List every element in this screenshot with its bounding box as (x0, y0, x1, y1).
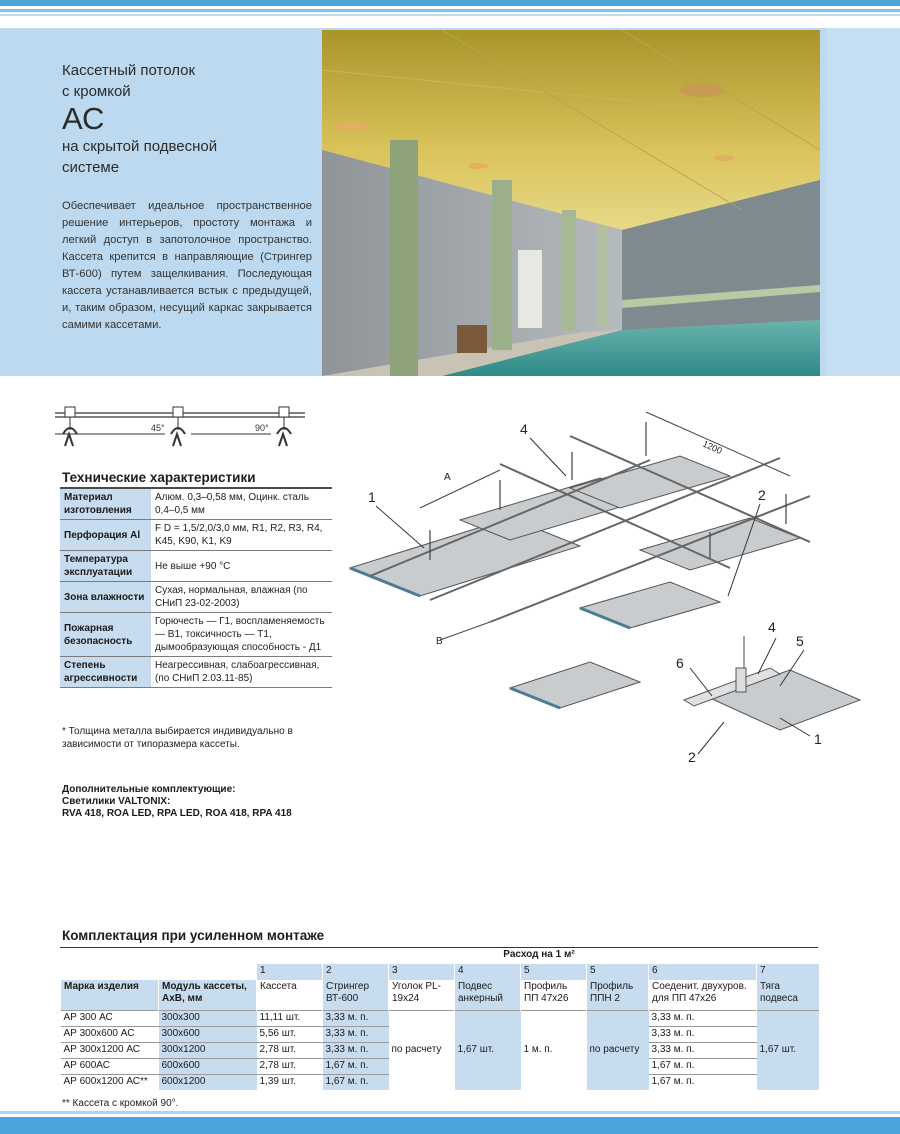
product-description: Обеспечивает идеальное пространственное решение интерьеров, простоту монтажа и легкий доступ в запотолочное пространство. Кассета крепится в направляющие (Стрингер ВТ-600) путем защелкивания. Последующая кассета устанавливается встык с предыдущей, и, таким образом, несущий каркас закрывается самими кассетами. (62, 200, 312, 331)
col-number: 5 (587, 964, 649, 980)
spec-value: Горючесть — Г1, воспламеняемость — В1, токсичность — Т1, дымообразующая способность - Д1 (151, 613, 332, 657)
dimension-a: A (444, 472, 451, 483)
cell-cassette: 2,78 шт. (257, 1042, 323, 1058)
spec-row (60, 488, 332, 520)
col-header: Соеденит. двухуров. для ПП 47х26 (649, 980, 757, 1010)
cell-stringer: 1,67 м. п. (323, 1058, 389, 1074)
connector-detail (676, 619, 860, 765)
cell-module: 300х1200 (159, 1042, 257, 1058)
col-number: 3 (389, 964, 455, 980)
callout-4: 4 (520, 421, 528, 437)
bottom-stripe-light (0, 1111, 900, 1114)
title-line-4: системе (62, 159, 120, 176)
col-header: Марка изделия (61, 980, 159, 1010)
bom-table (60, 964, 819, 1090)
col-header: Модуль кассеты, АхВ, мм (159, 980, 257, 1010)
bottom-stripe-dark (0, 1117, 900, 1134)
col-number: 1 (257, 964, 323, 980)
assembly-drawing (340, 400, 900, 775)
spec-value: Не выше +90 °С (151, 551, 332, 582)
title-line-3: на скрытой подвесной (62, 138, 218, 155)
cell-stringer: 3,33 м. п. (323, 1010, 389, 1026)
cell-connector: 3,33 м. п. (649, 1042, 757, 1058)
cell-cassette: 5,56 шт. (257, 1026, 323, 1042)
bom-header-row (61, 980, 819, 1010)
ceiling-panel (640, 518, 800, 570)
bom-divider (60, 947, 818, 948)
bom-consumption-label: Расход на 1 м² (503, 949, 575, 960)
title-line-2: с кромкой (62, 83, 131, 100)
detail-callout-4: 4 (768, 619, 776, 635)
col-number: 6 (649, 964, 757, 980)
spec-key: Пожарная безопасность (60, 613, 151, 657)
top-stripe-light (0, 14, 900, 16)
spec-row (60, 551, 332, 582)
detail-callout-2: 2 (688, 749, 696, 765)
cell-connector: 1,67 м. п. (649, 1058, 757, 1074)
spec-key: Степень агрессивности (60, 657, 151, 688)
detail-callout-5: 5 (796, 633, 804, 649)
hero-text (62, 60, 312, 334)
cell-module: 600х600 (159, 1058, 257, 1074)
col-number: 2 (323, 964, 389, 980)
cell-profile-ppn: по расчету (587, 1010, 649, 1090)
cell-stringer: 3,33 м. п. (323, 1026, 389, 1042)
cell-profile: 1 м. п. (521, 1010, 587, 1090)
specs-title: Технические характеристики (62, 470, 256, 485)
cell-mark: АР 600АС (61, 1058, 159, 1074)
cell-mark: АР 300х600 АС (61, 1026, 159, 1042)
cell-cassette: 11,11 шт. (257, 1010, 323, 1026)
cell-cassette: 2,78 шт. (257, 1058, 323, 1074)
col-header: Стрингер ВТ-600 (323, 980, 389, 1010)
pool-photo-illustration (322, 30, 820, 376)
cell-module: 300х600 (159, 1026, 257, 1042)
assembly-diagram (340, 400, 900, 775)
col-header: Профиль ППН 2 (587, 980, 649, 1010)
spec-value: F D = 1,5/2,0/3,0 мм, R1, R2, R3, R4, K45, K90, K1, K9 (151, 520, 332, 551)
callout-1: 1 (368, 489, 376, 505)
spec-value: Алюм. 0,3–0,58 мм, Оцинк. сталь 0,4–0,5 мм (151, 488, 332, 520)
top-stripe-dark (0, 0, 900, 6)
title-line-1: Кассетный потолок (62, 62, 196, 79)
cell-mark: АР 300х1200 АС (61, 1042, 159, 1058)
accessories-models: RVA 418, ROA LED, RPA LED, ROA 418, RPA 418 (62, 808, 292, 819)
spec-key: Зона влажности (60, 582, 151, 613)
hero-right-strip (826, 28, 900, 376)
spec-key: Материал изготовления (60, 488, 151, 520)
bom-title: Комплектация при усиленном монтаже (62, 928, 325, 943)
title-big: АС (62, 101, 105, 136)
cell-mark: АР 300 АС (61, 1010, 159, 1026)
angle-90-label: 90° (255, 423, 269, 433)
spec-row (60, 582, 332, 613)
spec-row (60, 657, 332, 688)
col-number: 5 (521, 964, 587, 980)
spec-value: Неагрессивная, слабоагрессивная, (по СНиП 2.03.11-85) (151, 657, 332, 688)
col-number: 4 (455, 964, 521, 980)
accessories-heading: Дополнительные комплектующие: (62, 784, 236, 795)
profile-cross-section (55, 398, 310, 458)
bom-number-row (61, 964, 819, 980)
spec-value: Сухая, нормальная, влажная (по СНиП 23-02-2003) (151, 582, 332, 613)
spec-row (60, 520, 332, 551)
cell-angle: по расчету (389, 1010, 455, 1090)
profile-drawing (55, 398, 310, 458)
table-row (61, 1010, 819, 1026)
bom-footnote: ** Кассета с кромкой 90°. (62, 1098, 179, 1109)
spec-key: Температура эксплуатации (60, 551, 151, 582)
cell-hanger: 1,67 шт. (455, 1010, 521, 1090)
cell-module: 300х300 (159, 1010, 257, 1026)
specs-footnote: * Толщина металла выбирается индивидуально в зависимости от типоразмера кассеты. (62, 726, 293, 750)
cell-cassette: 1,39 шт. (257, 1074, 323, 1090)
product-title (62, 60, 312, 178)
col-header: Подвес анкерный (455, 980, 521, 1010)
cell-mark: АР 600х1200 АС** (61, 1074, 159, 1090)
cell-stringer: 1,67 м. п. (323, 1074, 389, 1090)
specs-table (60, 487, 332, 688)
dimension-1200: 1200 (701, 438, 724, 456)
cell-rod: 1,67 шт. (757, 1010, 819, 1090)
cell-connector: 3,33 м. п. (649, 1026, 757, 1042)
detail-callout-6: 6 (676, 655, 684, 671)
cell-connector: 3,33 м. п. (649, 1010, 757, 1026)
cell-stringer: 3,33 м. п. (323, 1042, 389, 1058)
accessories-block (62, 784, 292, 820)
col-number: 7 (757, 964, 819, 980)
angle-45-label: 45° (151, 423, 165, 433)
pool-interior-photo (322, 30, 820, 376)
col-header: Кассета (257, 980, 323, 1010)
ceiling-panel (580, 582, 720, 628)
col-header: Профиль ПП 47х26 (521, 980, 587, 1010)
cell-module: 600х1200 (159, 1074, 257, 1090)
spec-key: Перфорация Al (60, 520, 151, 551)
cell-connector: 1,67 м. п. (649, 1074, 757, 1090)
detail-callout-1: 1 (814, 731, 822, 747)
callout-2: 2 (758, 487, 766, 503)
top-stripe-mid (0, 9, 900, 12)
spec-row (60, 613, 332, 657)
col-header: Тяга подвеса (757, 980, 819, 1010)
accessories-brand: Светилики VALTONIX: (62, 796, 171, 807)
dimension-b: B (436, 636, 443, 647)
ceiling-panel (510, 662, 640, 708)
col-header: Уголок PL-19х24 (389, 980, 455, 1010)
